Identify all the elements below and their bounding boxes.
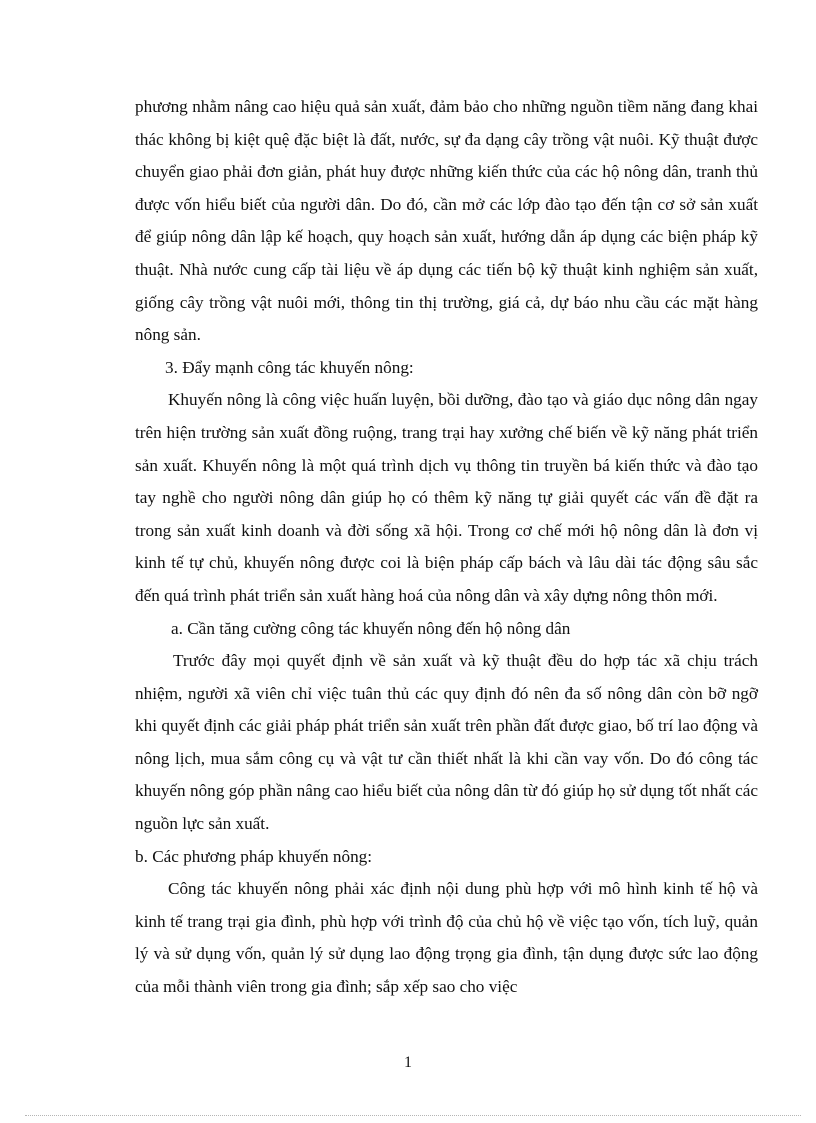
section-heading-3: 3. Đẩy mạnh công tác khuyến nông: [165, 357, 414, 377]
paragraph-truoc-day: Trước đây mọi quyết định về sản xuất và kỹ thuật đều do hợp tác xã chịu trách nhiệm, người xã viên chỉ việc tuân thủ các quy định đó nên đa số nông dân còn bỡ ngỡ khi quyết định các giải pháp phát triển sản xuất trên phần đất được giao, bố trí lao động và nông lịch, mua sắm công cụ và vật tư cần thiết nhất là khi cần vay vốn. Do đó công tác khuyến nông góp phần nâng cao hiểu biết của nông dân từ đó giúp họ sử dụng tốt nhất các nguồn lực sản xuất. [135, 651, 758, 834]
paragraph-cong-tac: Công tác khuyến nông phải xác định nội dung phù hợp với mô hình kinh tế hộ và kinh tế trang trại gia đình, phù hợp với trình độ của chủ hộ về việc tạo vốn, tích luỹ, quản lý và sử dụng vốn, quản lý sử dụng lao động trọng gia đình, tận dụng được sức lao động của mỗi thành viên trong gia đình; sắp xếp sao cho việc [135, 879, 758, 997]
paragraph-continuation: phương nhằm nâng cao hiệu quả sản xuất, đảm bảo cho những nguồn tiềm năng đang khai thác không bị kiệt quệ đặc biệt là đất, nước, sự đa dạng cây trồng vật nuôi. Kỹ thuật được chuyển giao phải đơn giản, phát huy được những kiến thức của các hộ nông dân, tranh thủ được vốn hiểu biết của người dân. Do đó, cần mở các lớp đào tạo đến tận cơ sở sản xuất để giúp nông dân lập kế hoạch, quy hoạch sản xuất, hướng dẫn áp dụng các biện pháp kỹ thuật. Nhà nước cung cấp tài liệu về áp dụng các tiến bộ kỹ thuật kinh nghiệm sản xuất, giống cây trồng vật nuôi mới, thông tin thị trường, giá cả, dự báo nhu cầu các mặt hàng nông sản. [135, 97, 758, 345]
page-body [135, 91, 758, 1004]
footer-divider [25, 1115, 801, 1116]
page-number: 1 [404, 1054, 412, 1071]
paragraph-khuyen-nong: Khuyến nông là công việc huấn luyện, bồi dưỡng, đào tạo và giáo dục nông dân ngay trên hiện trường sản xuất đồng ruộng, trang trại hay xưởng chế biến về kỹ năng phát triển sản xuất. Khuyến nông là một quá trình dịch vụ thông tin truyền bá kiến thức và đào tạo tay nghề cho người nông dân giúp họ có thêm kỹ năng tự giải quyết các vấn đề đặt ra trong sản xuất kinh doanh và đời sống xã hội. Trong cơ chế mới hộ nông dân là đơn vị kinh tế tự chủ, khuyến nông được coi là biện pháp cấp bách và lâu dài tác động sâu sắc đến quá trình phát triển sản xuất hàng hoá của nông dân và xây dựng nông thôn mới. [135, 390, 758, 605]
subsection-heading-a: a. Cần tăng cường công tác khuyến nông đến hộ nông dân [171, 618, 571, 638]
subsection-heading-b: b. Các phương pháp khuyến nông: [135, 846, 373, 866]
